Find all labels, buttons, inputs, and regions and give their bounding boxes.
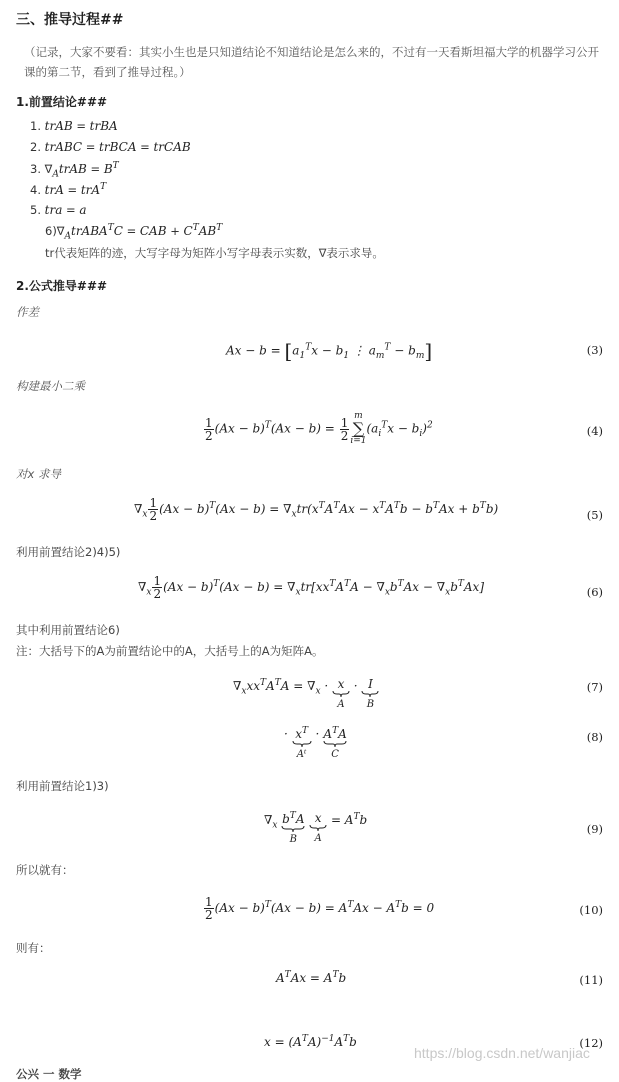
intro-note: （记录，大家不要看：其实小生也是只知道结论不知道结论是怎么来的，不过有一天看斯坦福大学的机器学习公开课的第二节，看到了推导过程。）: [24, 45, 599, 79]
list-item: 1. trAB = trBA: [30, 119, 118, 133]
equation-11: $A^TAx = A^Tb$: [276, 970, 347, 985]
equation-number: (5): [586, 508, 603, 522]
footer-partial-text: 公兴 一 数学: [16, 1067, 82, 1081]
equation-number: (11): [579, 973, 603, 987]
list-item: 3. $\nabla_AtrAB = B^T$: [30, 161, 119, 180]
watermark: https://blog.csdn.net/wanjiac: [414, 1045, 590, 1061]
equation-3: $Ax - b = [a_1^Tx - b_1$ ⋮ $a_m^T - b_m$]: [226, 339, 433, 363]
equation-number: (12): [579, 1036, 603, 1050]
step-label: 利用前置结论1)3): [16, 779, 109, 793]
underbrace: [281, 826, 305, 832]
section-heading: 三、推导过程##: [16, 12, 124, 28]
equation-10: $\frac{1}{2}$ $(Ax - b)^T(Ax - b) = A^TAx - A^Tb = 0$: [205, 895, 435, 922]
equation-12: $x = (A^TA)^{-1}A^Tb$: [264, 1034, 357, 1049]
equation-number: (6): [586, 585, 603, 599]
equation-number: (7): [586, 680, 603, 694]
step-label: 利用前置结论2)4)5): [16, 545, 121, 559]
equation-number: (9): [586, 822, 603, 836]
step-label: 构建最小二乘: [16, 379, 85, 393]
equation-7: $\nabla_xxx^TA^TA = \nabla_x \cdot x$ A · I B: [233, 678, 379, 710]
underbrace: [292, 741, 312, 747]
equation-number: (4): [586, 424, 603, 438]
underbrace: [332, 691, 350, 697]
conclusion-note: tr代表矩阵的迹，大写字母为矩阵小写字母表示实数，∇表示求导。: [45, 246, 384, 260]
list-item: 4. trA = trA$^T$: [30, 182, 107, 197]
step-label: 所以就有：: [16, 863, 74, 877]
list-item: 2. trABC = trBCA = trCAB: [30, 140, 191, 154]
step-label: 对x 求导: [16, 467, 61, 481]
equation-8: · $x^T$ Aᵗ · $A^TA$ C: [284, 726, 347, 761]
equation-number: (3): [586, 343, 603, 357]
list-item: 5. tra = a: [30, 203, 87, 217]
step-label: 其中利用前置结论6): [16, 623, 120, 637]
step-label: 作差: [16, 305, 39, 319]
underbrace: [309, 825, 327, 831]
underbrace: [323, 741, 347, 747]
underbrace: [361, 691, 379, 697]
equation-number: (10): [579, 903, 603, 917]
step-label: 则有：: [16, 941, 51, 955]
equation-number: (8): [586, 730, 603, 744]
equation-4: $\frac{1}{2}$ $(Ax - b)^T(Ax - b)$ = $\frac{1}{2}$ m ∑ i=1 $(a_i^Tx - b_i)^2$: [205, 411, 433, 446]
section1-title: 1.前置结论###: [16, 95, 108, 109]
bracket-note: 注：大括号下的A为前置结论中的A，大括号上的A为矩阵A。: [16, 644, 324, 658]
section2-title: 2.公式推导###: [16, 279, 108, 293]
list-item: $6)\nabla_AtrABA^TC$ = CAB + $C^TAB^T$: [45, 223, 223, 242]
equation-5: $\nabla_x$ $\frac{1}{2}$ $(Ax - b)^T(Ax - b) = \nabla_xtr(x^TA^TAx - x^TA^Tb - b^TAx + b^Tb)$: [134, 496, 499, 523]
equation-9: $\nabla_x$ $b^TA$ B x $A = A^Tb$: [264, 811, 368, 846]
equation-6: $\nabla_x$ $\frac{1}{2}$ $(Ax - b)^T(Ax - b) = \nabla_xtr[xx^TA^TA - \nabla_xb^TAx - \nabla_xb^TAx]$: [138, 574, 485, 601]
